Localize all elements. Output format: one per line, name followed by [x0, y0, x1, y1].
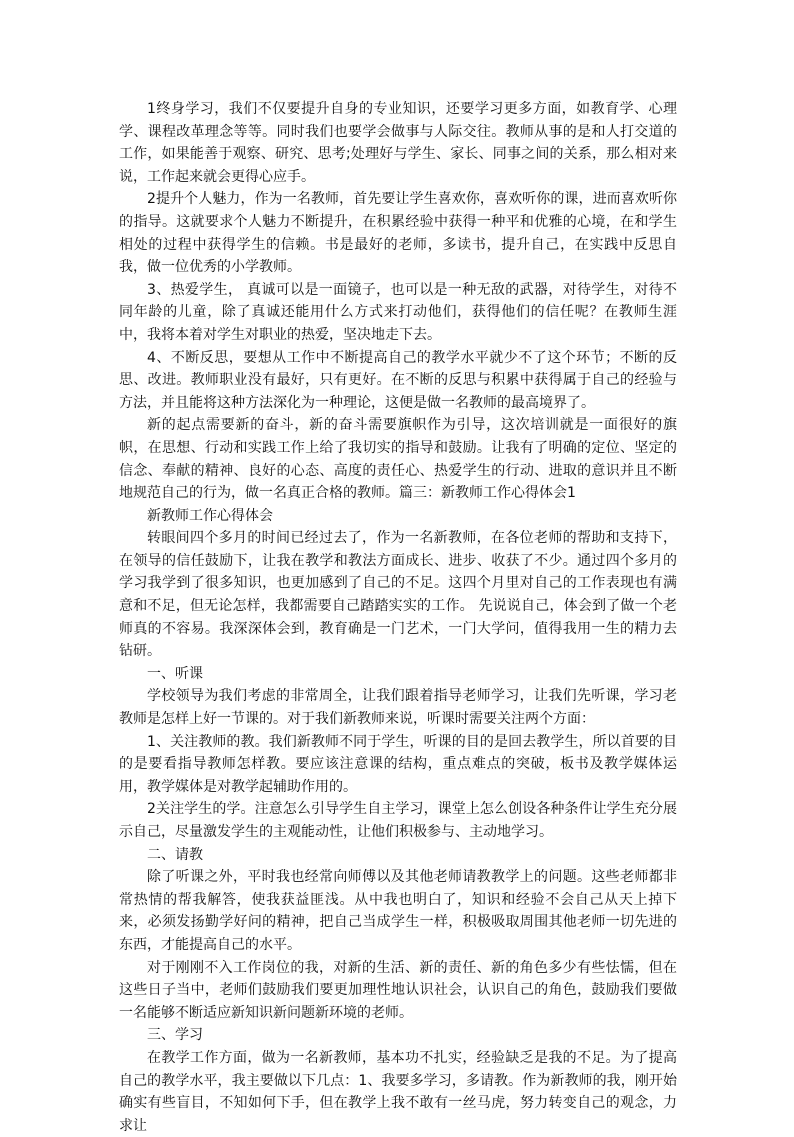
- paragraph-student-learning: 2关注学生的学。注意怎么引导学生自主学习，课堂上怎么创设各种条件让学生充分展示自己，尽量激发学生的主观能动性，让他们积极参与、主动地学习。: [119, 801, 677, 840]
- paragraph-study: 在教学工作方面，做为一名新教师，基本功不扎实，经验缺乏是我的不足。为了提高自己的教学水平，我主要做以下几点：1、我要多学习，多请教。作为新教师的我，刚开始确实有些盲目，不知如何下手，但在教学上我不敢有一丝马虎，努力转变自己的观念，力求让: [119, 1049, 677, 1134]
- paragraph-love-students: 3、热爱学生， 真诚可以是一面镜子，也可以是一种无敌的武器，对待学生，对待不同年龄的儿童，除了真诚还能用什么方式来打动他们，获得他们的信任呢？在教师生涯中，我将本着对学生对职业的热爱，坚决地走下去。: [119, 281, 677, 343]
- paragraph-listen-intro: 学校领导为我们考虑的非常周全，让我们跟着指导老师学习，让我们先听课，学习老教师是怎样上好一节课的。对于我们新教师来说，听课时需要关注两个方面：: [119, 688, 677, 728]
- paragraph-four-months: 转眼间四个多月的时间已经过去了，作为一名新教师，在各位老师的帮助和支持下，在领导的信任鼓励下，让我在教学和教法方面成长、进步、收获了不少。通过四个多月的学习我学到了很多知识，也更加感到了自己的不足。这四个月里对自己的工作表现也有满意和不足，但无论怎样，我都需要自己踏踏实实的工作。 先说说自己，体会到了做一个老师真的不容易。我深深体会到，教育确是一门艺术，一门大学问，值得我用一生的精力去钻研。: [119, 530, 677, 660]
- heading-consult: 二、请教: [147, 846, 203, 863]
- paragraph-new-start: 新的起点需要新的奋斗，新的奋斗需要旗帜作为引导，这次培训就是一面很好的旗帜，在思想、行动和实践工作上给了我切实的指导和鼓励。让我有了明确的定位、坚定的信念、奉献的精神、良好的心态、高度的责任心、热爱学生的行动、进取的意识并且不断地规范自己的行为，做一名真正合格的教师。篇三：新教师工作心得体会1: [119, 417, 677, 502]
- section-title: 新教师工作心得体会: [147, 507, 273, 524]
- paragraph-reflection: 4、不断反思，要想从工作中不断提高自己的教学水平就少不了这个环节；不断的反思、改进。教师职业没有最好，只有更好。在不断的反思与积累中获得属于自己的经验与方法，并且能将这种方法深化为一种理论，这便是做一名教师的最高境界了。: [119, 349, 677, 411]
- document-page: [119, 98, 677, 1137]
- heading-study: 三、学习: [147, 1027, 203, 1044]
- paragraph-consult: 除了听课之外，平时我也经常向师傅以及其他老师请教教学上的问题。这些老师都非常热情的帮我解答，使我获益匪浅。从中我也明白了，知识和经验不会自己从天上掉下来，必须发扬勤学好问的精神，把自己当成学生一样，积极吸取周围其他老师一切先进的东西，才能提高自己的水平。: [119, 869, 677, 953]
- paragraph-personal-charm: 2提升个人魅力，作为一名教师，首先要让学生喜欢你，喜欢听你的课，进而喜欢听你的指导。这就要求个人魅力不断提升，在积累经验中获得一种平和优雅的心境，在和学生相处的过程中获得学生的信赖。书是最好的老师，多读书，提升自己，在实践中反思自我，做一位优秀的小学教师。: [119, 191, 677, 276]
- paragraph-new-role: 对于刚刚不入工作岗位的我，对新的生活、新的责任、新的角色多少有些怯懦，但在这些日子当中，老师们鼓励我们要更加理性地认识社会，认识自己的角色，鼓励我们要做一名能够不断适应新知识新问题新环境的老师。: [119, 959, 677, 1021]
- heading-listen: 一、听课: [147, 665, 203, 682]
- paragraph-teacher-teaching: 1、关注教师的教。我们新教师不同于学生，听课的目的是回去教学生，所以首要的目的是要看指导教师怎样教。要应该注意课的结构，重点难点的突破，板书及教学媒体运用，教学媒体是对教学起辅助作用的。: [119, 733, 677, 795]
- paragraph-lifelong-learning: 1终身学习，我们不仅要提升自身的专业知识，还要学习更多方面，如教育学、心理学、课程改革理念等等。同时我们也要学会做事与人际交往。教师从事的是和人打交道的工作，如果能善于观察、研究、思考;处理好与学生、家长、同事之间的关系，那么相对来说，工作起来就会更得心应手。: [119, 101, 677, 185]
